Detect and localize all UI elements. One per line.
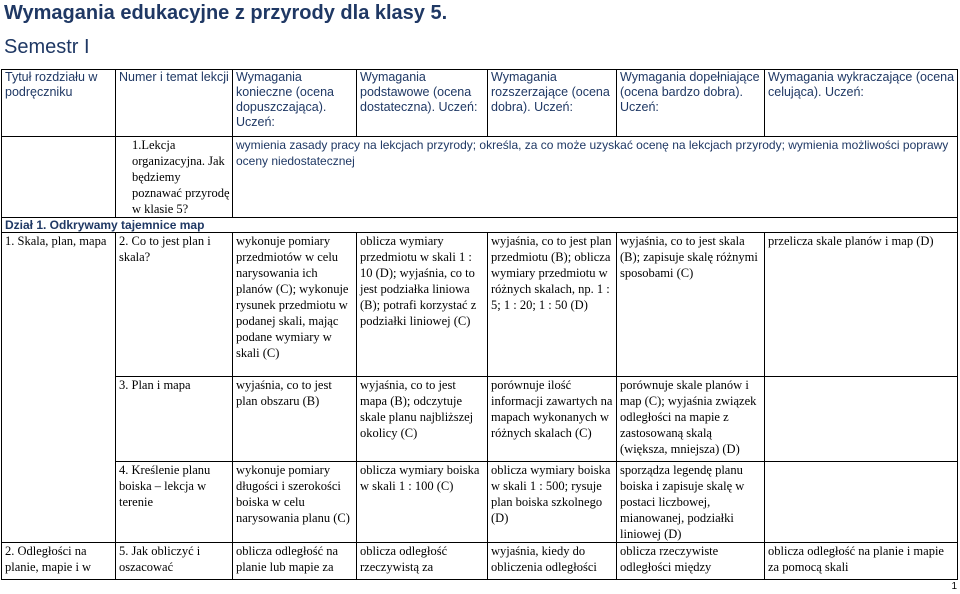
table-row bbox=[2, 137, 958, 218]
section-row bbox=[2, 218, 958, 233]
cell-konieczne: wyjaśnia, co to jest plan obszaru (B) bbox=[233, 377, 357, 462]
cell-chapter bbox=[2, 462, 116, 543]
semester-heading: Semestr I bbox=[4, 36, 90, 58]
requirements-table bbox=[1, 69, 958, 580]
cell-podstawowe: oblicza odległość rzeczywistą za bbox=[357, 543, 488, 580]
header-chapter: Tytuł rozdziału w podręczniku bbox=[2, 70, 116, 137]
cell-wykraczajace bbox=[765, 377, 958, 462]
table-row bbox=[2, 233, 958, 377]
cell-chapter bbox=[2, 137, 116, 218]
section-title: Dział 1. Odkrywamy tajemnice map bbox=[2, 218, 958, 233]
cell-lesson: 3. Plan i mapa bbox=[116, 377, 233, 462]
page-number: 1 bbox=[951, 581, 957, 592]
cell-wykraczajace: oblicza odległość na planie i mapie za pomocą skali bbox=[765, 543, 958, 580]
cell-chapter bbox=[2, 377, 116, 462]
header-dopelniajace: Wymagania dopełniające (ocena bardzo dobra). Uczeń: bbox=[617, 70, 765, 137]
header-lesson: Numer i temat lekcji bbox=[116, 70, 233, 137]
cell-lesson: 1.Lekcja organizacyjna. Jak będziemy poznawać przyrodę w klasie 5? bbox=[116, 137, 233, 218]
table-row bbox=[2, 377, 958, 462]
cell-lesson: 4. Kreślenie planu boiska – lekcja w terenie bbox=[116, 462, 233, 543]
header-wykraczajace: Wymagania wykraczające (ocena celująca). Uczeń: bbox=[765, 70, 958, 137]
cell-podstawowe: oblicza wymiary przedmiotu w skali 1 : 10 (D); wyjaśnia, co to jest podziałka liniowa (B); potrafi korzystać z podziałki liniowej (C) bbox=[357, 233, 488, 377]
page-title: Wymagania edukacyjne z przyrody dla klasy 5. bbox=[4, 2, 448, 24]
cell-podstawowe: wyjaśnia, co to jest mapa (B); odczytuje skale planu najbliższej okolicy (C) bbox=[357, 377, 488, 462]
cell-wykraczajace: przelicza skale planów i map (D) bbox=[765, 233, 958, 377]
cell-rozszerzajace: wyjaśnia, co to jest plan przedmiotu (B); oblicza wymiary przedmiotu w różnych skalach, np. 1 : 5; 1 : 20; 1 : 50 (D) bbox=[488, 233, 617, 377]
cell-chapter: 2. Odległości na planie, mapie i w bbox=[2, 543, 116, 580]
cell-rozszerzajace: wyjaśnia, kiedy do obliczenia odległości bbox=[488, 543, 617, 580]
cell-dopelniajace: sporządza legendę planu boiska i zapisuje skalę w postaci liczbowej, mianowanej, podziałki liniowej (D) bbox=[617, 462, 765, 543]
cell-rozszerzajace: oblicza wymiary boiska w skali 1 : 500; rysuje plan boiska szkolnego (D) bbox=[488, 462, 617, 543]
header-rozszerzajace: Wymagania rozszerzające (ocena dobra). Uczeń: bbox=[488, 70, 617, 137]
cell-lesson: 2. Co to jest plan i skala? bbox=[116, 233, 233, 377]
table-row bbox=[2, 462, 958, 543]
cell-dopelniajace: wyjaśnia, co to jest skala (B); zapisuje skalę różnymi sposobami (C) bbox=[617, 233, 765, 377]
cell-dopelniajace: porównuje skale planów i map (C); wyjaśnia związek odległości na mapie z zastosowaną skalą (większa, mniejsza) (D) bbox=[617, 377, 765, 462]
cell-konieczne: wykonuje pomiary przedmiotów w celu narysowania ich planów (C); wykonuje rysunek przedmiotu w podanej skali, mając podane wymiary w skali (C) bbox=[233, 233, 357, 377]
cell-wykraczajace bbox=[765, 462, 958, 543]
cell-lesson: 5. Jak obliczyć i oszacować bbox=[116, 543, 233, 580]
table-header-row bbox=[2, 70, 958, 137]
cell-requirements-all: wymienia zasady pracy na lekcjach przyrody; określa, za co może uzyskać ocenę na lekcjach przyrody; wymienia możliwości poprawy oceny niedostatecznej bbox=[233, 137, 958, 218]
cell-dopelniajace: oblicza rzeczywiste odległości między bbox=[617, 543, 765, 580]
cell-rozszerzajace: porównuje ilość informacji zawartych na mapach wykonanych w różnych skalach (C) bbox=[488, 377, 617, 462]
table-row bbox=[2, 543, 958, 580]
cell-konieczne: wykonuje pomiary długości i szerokości boiska w celu narysowania planu (C) bbox=[233, 462, 357, 543]
cell-konieczne: oblicza odległość na planie lub mapie za bbox=[233, 543, 357, 580]
header-podstawowe: Wymagania podstawowe (ocena dostateczna). Uczeń: bbox=[357, 70, 488, 137]
cell-podstawowe: oblicza wymiary boiska w skali 1 : 100 (C) bbox=[357, 462, 488, 543]
cell-chapter: 1. Skala, plan, mapa bbox=[2, 233, 116, 377]
header-konieczne: Wymagania konieczne (ocena dopuszczająca). Uczeń: bbox=[233, 70, 357, 137]
